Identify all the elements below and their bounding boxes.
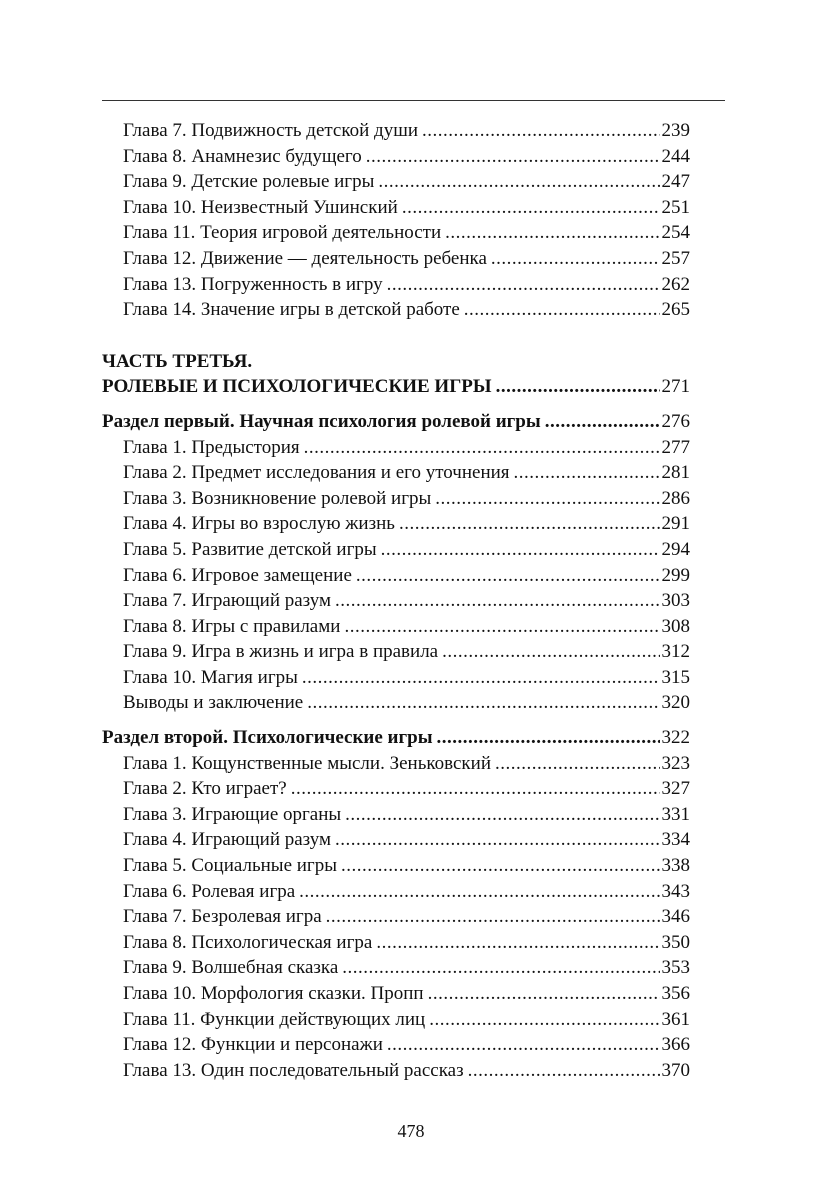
entry-page: 281 — [661, 462, 690, 484]
entry-title: Глава 7. Безролевая игра — [123, 906, 322, 928]
entry-title: Глава 5. Развитие детской игры — [123, 538, 377, 560]
toc-entry — [102, 955, 690, 981]
dot-leader — [304, 435, 660, 461]
dot-leader — [376, 930, 659, 956]
header-rule — [102, 100, 725, 101]
entry-title: Глава 9. Волшебная сказка — [123, 957, 339, 979]
dot-leader — [356, 563, 660, 589]
table-of-contents — [102, 118, 690, 1083]
dot-leader — [326, 904, 660, 930]
dot-leader — [435, 486, 659, 512]
entry-title: Глава 1. Кощунственные мысли. Зеньковский — [123, 752, 491, 774]
entry-page: 327 — [661, 778, 690, 800]
entry-page: 308 — [661, 615, 690, 637]
section-one — [102, 409, 690, 716]
toc-entry — [102, 827, 690, 853]
toc-entry — [102, 853, 690, 879]
dot-leader — [428, 981, 660, 1007]
dot-leader — [496, 374, 660, 400]
entry-title: Глава 13. Один последовательный рассказ — [123, 1059, 464, 1081]
toc-entry — [102, 435, 690, 461]
entry-page: 323 — [661, 752, 690, 774]
entry-page: 331 — [661, 803, 690, 825]
entry-title: Глава 8. Психологическая игра — [123, 931, 373, 953]
toc-entry — [102, 802, 690, 828]
toc-entry — [102, 1007, 690, 1033]
toc-entry — [102, 751, 690, 777]
dot-leader — [342, 955, 659, 981]
section-page: 322 — [661, 727, 690, 749]
entry-title: Глава 4. Играющий разум — [123, 829, 332, 851]
dot-leader — [335, 588, 659, 614]
dot-leader — [514, 460, 660, 486]
toc-group-continued — [102, 118, 690, 323]
section-title: Раздел второй. Психологические игры — [102, 727, 433, 749]
entry-page: 338 — [661, 855, 690, 877]
toc-entry — [102, 981, 690, 1007]
entry-page: 299 — [661, 564, 690, 586]
toc-entry — [102, 272, 690, 298]
toc-entry — [102, 879, 690, 905]
toc-entry — [102, 690, 690, 716]
dot-leader — [495, 751, 660, 777]
toc-entry — [102, 588, 690, 614]
entry-title: Глава 8. Анамнезис будущего — [123, 145, 362, 167]
entry-page: 320 — [661, 692, 690, 714]
entry-page: 356 — [661, 983, 690, 1004]
toc-entry — [102, 930, 690, 956]
dot-leader — [445, 220, 659, 246]
entry-page: 254 — [661, 222, 690, 244]
entry-page: 334 — [661, 829, 690, 851]
toc-entry — [102, 486, 690, 512]
section-two — [102, 725, 690, 1083]
entry-page: 343 — [661, 880, 690, 902]
dot-leader — [464, 297, 660, 323]
dot-leader — [422, 118, 660, 144]
entry-title: Глава 10. Магия игры — [123, 666, 298, 688]
entry-page: 315 — [661, 666, 690, 688]
section-heading — [102, 725, 690, 751]
dot-leader — [402, 195, 660, 221]
entry-title: Глава 5. Социальные игры — [123, 855, 337, 877]
dot-leader — [291, 776, 660, 802]
dot-leader — [387, 1032, 660, 1058]
entry-page: 251 — [661, 196, 690, 218]
entry-page: 244 — [661, 145, 690, 167]
toc-entry — [102, 460, 690, 486]
entry-title: Глава 7. Подвижность детской души — [123, 120, 418, 141]
entry-page: 247 — [661, 171, 690, 193]
entry-title: Глава 7. Играющий разум — [123, 590, 332, 612]
dot-leader — [335, 827, 659, 853]
dot-leader — [344, 614, 659, 640]
entry-title: Глава 9. Детские ролевые игры — [123, 171, 375, 193]
entry-title: Глава 4. Игры во взрослую жизнь — [123, 513, 395, 535]
section-page: 276 — [661, 410, 690, 432]
entry-title: Глава 3. Играющие органы — [123, 803, 342, 825]
toc-entry — [102, 169, 690, 195]
part-title-line2 — [102, 374, 690, 400]
dot-leader — [387, 272, 660, 298]
entry-page: 277 — [661, 436, 690, 458]
entry-title: Глава 6. Игровое замещение — [123, 564, 352, 586]
dot-leader — [302, 665, 660, 691]
entry-title: Глава 8. Игры с правилами — [123, 615, 341, 637]
entry-page: 353 — [661, 957, 690, 979]
entry-title: РОЛЕВЫЕ И ПСИХОЛОГИЧЕСКИЕ ИГРЫ — [102, 376, 492, 398]
toc-entry — [102, 665, 690, 691]
entry-title: Глава 12. Функции и персонажи — [123, 1034, 383, 1056]
toc-entry — [102, 195, 690, 221]
entry-title: Глава 10. Неизвестный Ушинский — [123, 196, 398, 218]
entry-page: 312 — [661, 641, 690, 663]
toc-entry — [102, 1058, 690, 1084]
toc-entry — [102, 537, 690, 563]
dot-leader — [366, 144, 660, 170]
dot-leader — [545, 409, 660, 435]
toc-entry — [102, 1032, 690, 1058]
entry-title: Глава 3. Возникновение ролевой игры — [123, 487, 432, 509]
dot-leader — [378, 169, 659, 195]
entry-page: 271 — [661, 376, 690, 398]
section-heading — [102, 409, 690, 435]
toc-entry — [102, 220, 690, 246]
entry-title: Глава 10. Морфология сказки. Пропп — [123, 983, 424, 1004]
page-number: 478 — [397, 1121, 425, 1141]
toc-entry — [102, 614, 690, 640]
entry-page: 366 — [661, 1034, 690, 1056]
dot-leader — [299, 879, 659, 905]
entry-title: Глава 6. Ролевая игра — [123, 880, 296, 902]
dot-leader — [399, 511, 660, 537]
section-title: Раздел первый. Научная психология ролевой игры — [102, 410, 541, 432]
dot-leader — [381, 537, 660, 563]
dot-leader — [442, 639, 659, 665]
entry-title: Глава 9. Игра в жизнь и игра в правила — [123, 641, 439, 663]
entry-page: 294 — [661, 538, 690, 560]
entry-page: 350 — [661, 931, 690, 953]
toc-entry — [102, 639, 690, 665]
entry-page: 257 — [661, 247, 690, 269]
toc-entry — [102, 144, 690, 170]
entry-title: Глава 2. Предмет исследования и его уточнения — [123, 462, 510, 484]
entry-title: Глава 2. Кто играет? — [123, 778, 287, 800]
entry-title: Выводы и заключение — [123, 692, 304, 714]
dot-leader — [468, 1058, 660, 1084]
entry-title: Глава 13. Погруженность в игру — [123, 273, 383, 295]
entry-title: Глава 12. Движение — деятельность ребенка — [123, 247, 487, 269]
entry-title: Глава 14. Значение игры в детской работе — [123, 299, 460, 321]
entry-page: 291 — [661, 513, 690, 535]
dot-leader — [491, 246, 660, 272]
entry-page: 286 — [661, 487, 690, 509]
toc-entry — [102, 904, 690, 930]
dot-leader — [437, 725, 660, 751]
entry-page: 361 — [661, 1008, 690, 1030]
entry-page: 303 — [661, 590, 690, 612]
dot-leader — [341, 853, 660, 879]
dot-leader — [307, 690, 659, 716]
toc-entry — [102, 776, 690, 802]
entry-page: 265 — [661, 299, 690, 321]
entry-title: Глава 11. Функции действующих лиц — [123, 1008, 426, 1030]
entry-title: Глава 11. Теория игровой деятельности — [123, 222, 442, 244]
part-three-heading — [102, 349, 690, 400]
entry-title: Глава 1. Предыстория — [123, 436, 300, 458]
entry-page: 370 — [661, 1059, 690, 1081]
toc-entry — [102, 563, 690, 589]
toc-entry — [102, 118, 690, 144]
entry-page: 346 — [661, 906, 690, 928]
entry-page: 239 — [661, 120, 690, 141]
toc-entry — [102, 246, 690, 272]
toc-entry — [102, 511, 690, 537]
part-title-line1: ЧАСТЬ ТРЕТЬЯ. — [102, 350, 253, 372]
toc-entry — [102, 297, 690, 323]
dot-leader — [429, 1007, 659, 1033]
entry-page: 262 — [661, 273, 690, 295]
dot-leader — [345, 802, 659, 828]
